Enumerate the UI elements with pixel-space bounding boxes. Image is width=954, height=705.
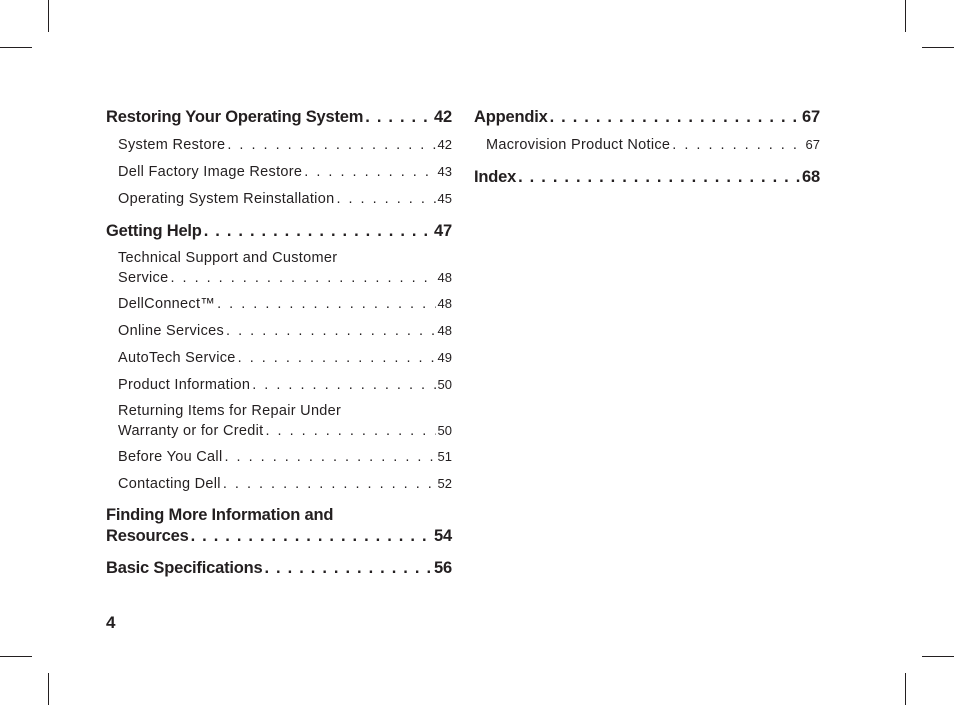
dot-leader xyxy=(204,220,432,242)
toc-entry-title: Index xyxy=(474,168,517,186)
toc-entry-title-line1: Finding More Information and xyxy=(106,506,334,524)
page-number: 4 xyxy=(106,613,116,632)
toc-entry-page: 67 xyxy=(802,108,820,126)
dot-leader xyxy=(227,134,435,156)
toc-subentry-title: Online Services xyxy=(118,323,225,339)
toc-entry-finding-more[interactable] xyxy=(106,505,452,547)
crop-mark xyxy=(905,673,906,705)
toc-subentry[interactable] xyxy=(106,134,452,156)
dot-leader xyxy=(672,134,803,156)
dot-leader xyxy=(365,106,432,128)
toc-subentry-page: 48 xyxy=(437,323,452,338)
toc-entry-page: 56 xyxy=(434,559,452,577)
toc-subentry-page: 48 xyxy=(437,270,452,285)
toc-subentry-title: Contacting Dell xyxy=(118,476,221,492)
toc-subentry-page: 52 xyxy=(437,476,452,491)
dot-leader xyxy=(217,293,435,315)
crop-mark xyxy=(905,0,906,32)
dot-leader xyxy=(224,446,435,468)
toc-subentry-page: 48 xyxy=(437,296,452,311)
toc-entry-title: Restoring Your Operating System xyxy=(106,108,364,126)
crop-mark xyxy=(922,656,954,657)
toc-subentry-title: System Restore xyxy=(118,137,226,153)
dot-leader xyxy=(550,106,800,128)
toc-entry-title: Getting Help xyxy=(106,222,202,240)
toc-entry-appendix[interactable] xyxy=(474,106,820,128)
toc-subentry-title: AutoTech Service xyxy=(118,350,236,366)
crop-mark xyxy=(0,656,32,657)
toc-entry-title: Basic Specifications xyxy=(106,559,263,577)
toc-entry-page: 54 xyxy=(434,527,452,545)
toc-subentry-page: 50 xyxy=(437,377,452,392)
toc-subentry-title-line1: Returning Items for Repair Under xyxy=(118,403,342,419)
toc-subentry-page: 43 xyxy=(437,164,452,179)
toc-subentry-title: DellConnect™ xyxy=(118,296,216,312)
crop-mark xyxy=(48,0,49,32)
toc-subentry-title: Product Information xyxy=(118,377,251,393)
toc-subentry-page: 50 xyxy=(437,423,452,438)
toc-subentry-page: 49 xyxy=(437,350,452,365)
toc-subentry[interactable] xyxy=(106,161,452,183)
toc-subentry-page: 45 xyxy=(437,191,452,206)
toc-subentry-page: 67 xyxy=(805,137,820,152)
toc-entry-title: Appendix xyxy=(474,108,548,126)
dot-leader xyxy=(191,526,432,547)
toc-subentry-title: Operating System Reinstallation xyxy=(118,191,335,207)
toc-subentry-page: 42 xyxy=(437,137,452,152)
toc-subentry[interactable] xyxy=(106,293,452,315)
toc-subentry-title-line1: Technical Support and Customer xyxy=(118,250,338,266)
crop-mark xyxy=(0,47,32,48)
crop-mark xyxy=(48,673,49,705)
toc-subentry[interactable] xyxy=(106,320,452,342)
toc-subentry-title: Before You Call xyxy=(118,449,223,465)
toc-subentry[interactable] xyxy=(106,347,452,369)
toc-subentry-title: Dell Factory Image Restore xyxy=(118,164,303,180)
dot-leader xyxy=(223,473,436,495)
dot-leader xyxy=(264,557,432,579)
toc-subentry[interactable] xyxy=(106,446,452,468)
toc-entry-index[interactable] xyxy=(474,166,820,188)
toc-entry-restoring[interactable] xyxy=(106,106,452,128)
toc-entry-page: 68 xyxy=(802,168,820,186)
dot-leader xyxy=(238,347,436,369)
toc-left-column xyxy=(106,106,452,579)
toc-subentry[interactable] xyxy=(106,188,452,210)
toc-subentry-page: 51 xyxy=(437,449,452,464)
toc-subentry-title: Macrovision Product Notice xyxy=(486,137,671,153)
dot-leader xyxy=(226,320,435,342)
dot-leader xyxy=(265,421,435,441)
toc-subentry-title: Service xyxy=(118,270,169,286)
dot-leader xyxy=(518,166,800,188)
toc-subentry[interactable] xyxy=(106,374,452,396)
toc-subentry[interactable] xyxy=(106,401,452,441)
dot-leader xyxy=(170,268,435,288)
dot-leader xyxy=(336,188,435,210)
toc-subentry-title: Warranty or for Credit xyxy=(118,423,264,439)
toc-entry-getting-help[interactable] xyxy=(106,220,452,242)
toc-subentry[interactable] xyxy=(106,473,452,495)
toc-entry-page: 47 xyxy=(434,222,452,240)
toc-entry-page: 42 xyxy=(434,108,452,126)
toc-entry-title: Resources xyxy=(106,527,189,545)
crop-mark xyxy=(922,47,954,48)
toc-entry-basic-specs[interactable] xyxy=(106,557,452,579)
dot-leader xyxy=(304,161,435,183)
toc-subentry[interactable] xyxy=(474,134,820,156)
toc-right-column xyxy=(474,106,820,188)
dot-leader xyxy=(252,374,435,396)
toc-subentry[interactable] xyxy=(106,248,452,288)
